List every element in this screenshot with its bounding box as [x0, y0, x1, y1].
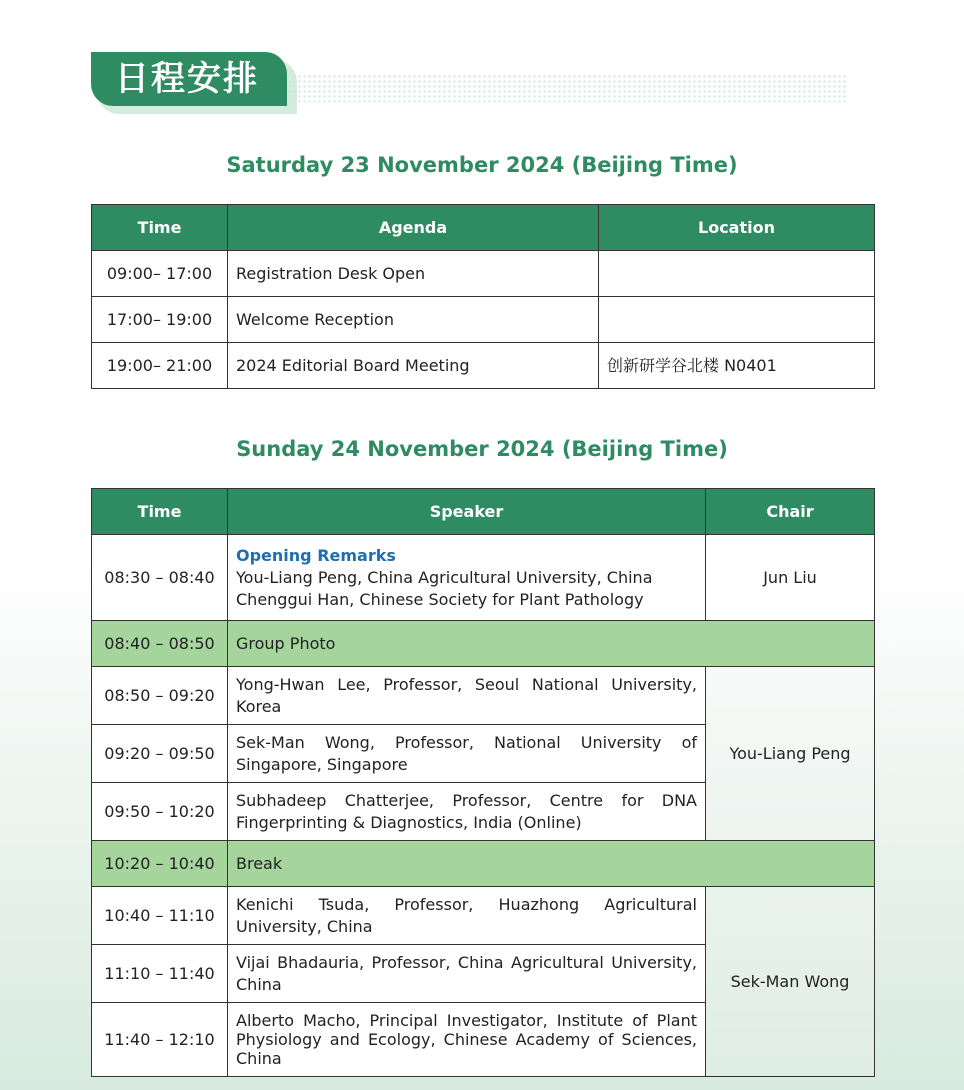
time-cell: 10:20 – 10:40	[92, 841, 228, 887]
speaker-cell: Kenichi Tsuda, Professor, Huazhong Agricultural University, China	[228, 887, 706, 945]
location-cell	[599, 251, 875, 297]
header-dot-pattern	[287, 74, 847, 102]
opening-speaker-2: Chenggui Han, Chinese Society for Plant Pathology	[236, 589, 644, 609]
agenda-cell: 2024 Editorial Board Meeting	[228, 343, 599, 389]
time-cell: 08:40 – 08:50	[92, 621, 228, 667]
table-row	[92, 667, 875, 725]
time-cell: 09:20 – 09:50	[92, 725, 228, 783]
day2-table	[91, 488, 875, 1077]
speaker-cell: Sek-Man Wong, Professor, National University of Singapore, Singapore	[228, 725, 706, 783]
location-cell	[599, 297, 875, 343]
table-row-break	[92, 841, 875, 887]
speaker-cell: Yong-Hwan Lee, Professor, Seoul National University, Korea	[228, 667, 706, 725]
time-cell: 08:50 – 09:20	[92, 667, 228, 725]
day2-heading: Sunday 24 November 2024 (Beijing Time)	[236, 437, 728, 461]
speaker-cell: Subhadeep Chatterjee, Professor, Centre for DNA Fingerprinting & Diagnostics, India (Online)	[228, 783, 706, 841]
time-cell: 17:00– 19:00	[92, 297, 228, 343]
table-row	[92, 887, 875, 945]
page-title: 日程安排	[91, 52, 287, 106]
time-cell: 11:10 – 11:40	[92, 945, 228, 1003]
day1-table	[91, 204, 875, 389]
col-header-time: Time	[92, 489, 228, 535]
opening-speaker-1: You-Liang Peng, China Agricultural University, China	[236, 567, 653, 587]
time-cell: 10:40 – 11:10	[92, 887, 228, 945]
chair-cell: Jun Liu	[706, 535, 875, 621]
col-header-location: Location	[599, 205, 875, 251]
location-cell: 创新研学谷北楼 N0401	[599, 343, 875, 389]
table-row-opening	[92, 535, 875, 621]
time-cell: 09:00– 17:00	[92, 251, 228, 297]
table-row-group-photo	[92, 621, 875, 667]
agenda-cell: Break	[228, 841, 875, 887]
day1-heading: Saturday 23 November 2024 (Beijing Time)	[226, 153, 738, 177]
table-row	[92, 343, 875, 389]
day1-header-row	[92, 205, 875, 251]
time-cell: 08:30 – 08:40	[92, 535, 228, 621]
table-row	[92, 251, 875, 297]
agenda-cell: Group Photo	[228, 621, 875, 667]
speaker-cell: Alberto Macho, Principal Investigator, Institute of Plant Physiology and Ecology, Chinese Academy of Sciences, China	[228, 1003, 706, 1077]
speaker-cell	[228, 535, 706, 621]
agenda-cell: Welcome Reception	[228, 297, 599, 343]
time-cell: 09:50 – 10:20	[92, 783, 228, 841]
speaker-cell: Vijai Bhadauria, Professor, China Agricultural University, China	[228, 945, 706, 1003]
col-header-agenda: Agenda	[228, 205, 599, 251]
time-cell: 19:00– 21:00	[92, 343, 228, 389]
day2-header-row	[92, 489, 875, 535]
chair-cell: You-Liang Peng	[706, 667, 875, 841]
section-header	[91, 52, 851, 112]
col-header-chair: Chair	[706, 489, 875, 535]
chair-cell: Sek-Man Wong	[706, 887, 875, 1077]
time-cell: 11:40 – 12:10	[92, 1003, 228, 1077]
agenda-cell: Registration Desk Open	[228, 251, 599, 297]
col-header-time: Time	[92, 205, 228, 251]
table-row	[92, 297, 875, 343]
opening-remarks-title: Opening Remarks	[236, 545, 396, 565]
col-header-speaker: Speaker	[228, 489, 706, 535]
